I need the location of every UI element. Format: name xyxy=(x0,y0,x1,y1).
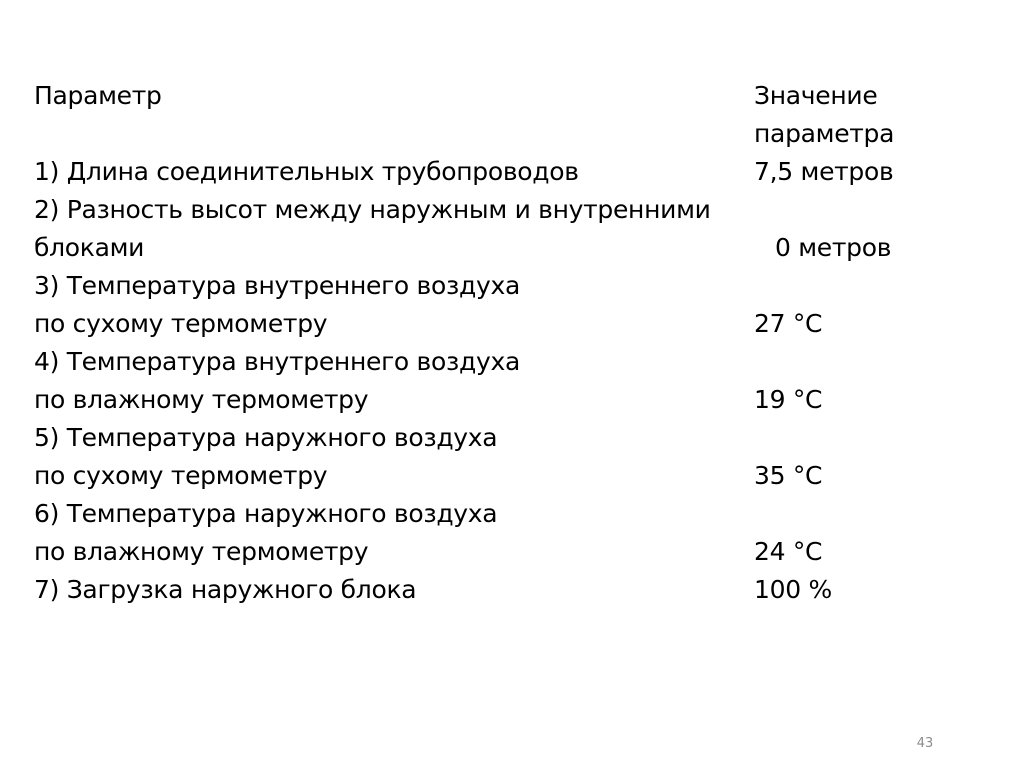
page-number: 43 xyxy=(916,736,934,751)
row-3-value: 27 °С xyxy=(754,309,823,338)
row-1-label: 1) Длина соединительных трубопроводов xyxy=(34,157,579,186)
value-column-header-line2: параметра xyxy=(754,119,895,148)
param-column-header: Параметр xyxy=(34,81,162,110)
row-2-label-line2: блоками xyxy=(34,233,145,262)
value-column-header-line1: Значение xyxy=(754,81,878,110)
row-5-value: 35 °С xyxy=(754,461,823,490)
row-2-label-line1: 2) Разность высот между наружным и внутренними xyxy=(34,195,711,224)
row-7-value: 100 % xyxy=(754,575,832,604)
row-4-label-line2: по влажному термометру xyxy=(34,385,369,414)
row-4-label-line1: 4) Температура внутреннего воздуха xyxy=(34,347,520,376)
row-5-label-line2: по сухому термометру xyxy=(34,461,328,490)
row-6-value: 24 °С xyxy=(754,537,823,566)
row-4-value: 19 °С xyxy=(754,385,823,414)
row-6-label-line2: по влажному термометру xyxy=(34,537,369,566)
row-3-label-line2: по сухому термометру xyxy=(34,309,328,338)
row-7-label: 7) Загрузка наружного блока xyxy=(34,575,417,604)
row-6-label-line1: 6) Температура наружного воздуха xyxy=(34,499,498,528)
row-3-label-line1: 3) Температура внутреннего воздуха xyxy=(34,271,520,300)
row-2-value: 0 метров xyxy=(775,233,892,262)
row-5-label-line1: 5) Температура наружного воздуха xyxy=(34,423,498,452)
row-1-value: 7,5 метров xyxy=(754,157,894,186)
